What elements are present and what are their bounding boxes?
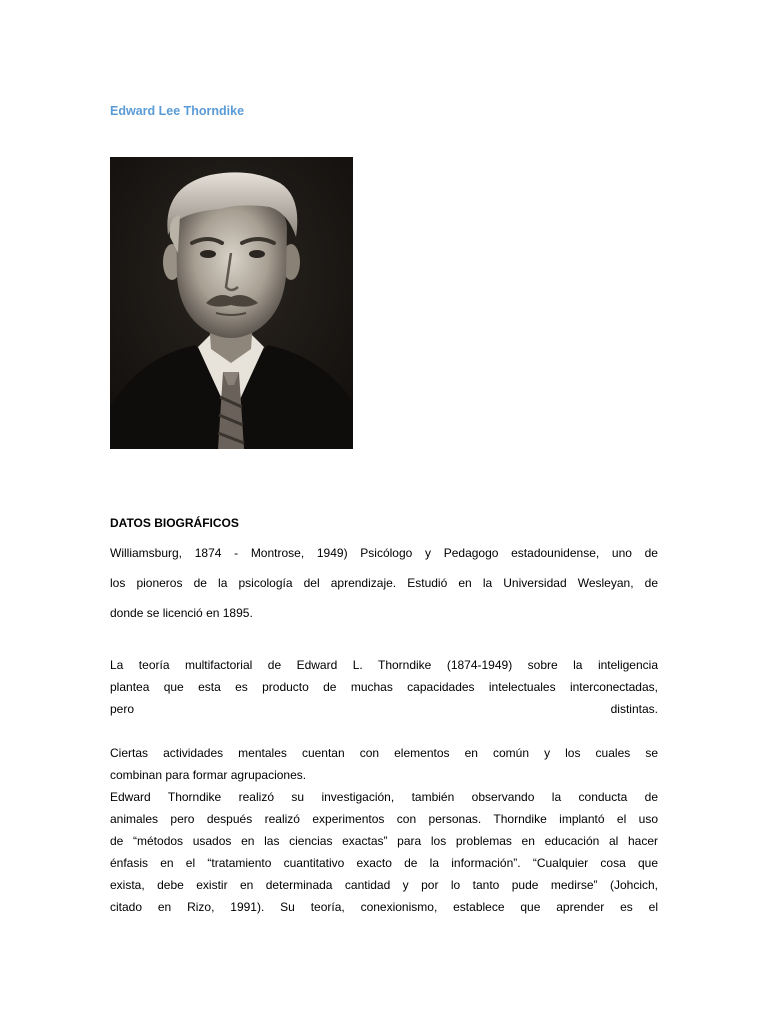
- paragraph-2-line-3: Edward Thorndike realizó su investigación, también observando la conducta de: [110, 790, 658, 804]
- document-title: Edward Lee Thorndike: [110, 104, 245, 118]
- paragraph-2-line-5: de “métodos usados en las ciencias exactas” para los problemas en educación al hacer: [110, 834, 658, 848]
- section-heading-biographical-data: DATOS BIOGRÁFICOS: [110, 516, 239, 530]
- paragraph-1-line-2: plantea que esta es producto de muchas capacidades intelectuales interconectadas,: [110, 680, 658, 694]
- bio-line-3: donde se licenció en 1895.: [110, 606, 253, 620]
- paragraph-1-line-1: La teoría multifactorial de Edward L. Thorndike (1874-1949) sobre la inteligencia: [110, 658, 658, 672]
- paragraph-2-line-2: combinan para formar agrupaciones.: [110, 768, 307, 782]
- paragraph-2-line-7: exista, debe existir en determinada cantidad y por lo tanto pude medirse” (Johcich,: [110, 878, 658, 892]
- paragraph-2-line-4: animales pero después realizó experimentos con personas. Thorndike implantó el uso: [110, 812, 658, 826]
- paragraph-2-line-1: Ciertas actividades mentales cuentan con elementos en común y los cuales se: [110, 746, 658, 760]
- bio-line-1: Williamsburg, 1874 - Montrose, 1949) Psicólogo y Pedagogo estadounidense, uno de: [110, 546, 658, 560]
- document-page: [110, 0, 658, 1024]
- paragraph-2-line-8: citado en Rizo, 1991). Su teoría, conexionismo, establece que aprender es el: [110, 900, 658, 914]
- paragraph-1-line-3: pero distintas.: [110, 702, 658, 716]
- portrait-photo: [110, 157, 353, 449]
- paragraph-2-line-6: énfasis en el “tratamiento cuantitativo exacto de la información”. “Cualquier cosa que: [110, 856, 658, 870]
- bio-line-2: los pioneros de la psicología del aprendizaje. Estudió en la Universidad Wesleyan, de: [110, 576, 658, 590]
- portrait-illustration: [110, 157, 353, 449]
